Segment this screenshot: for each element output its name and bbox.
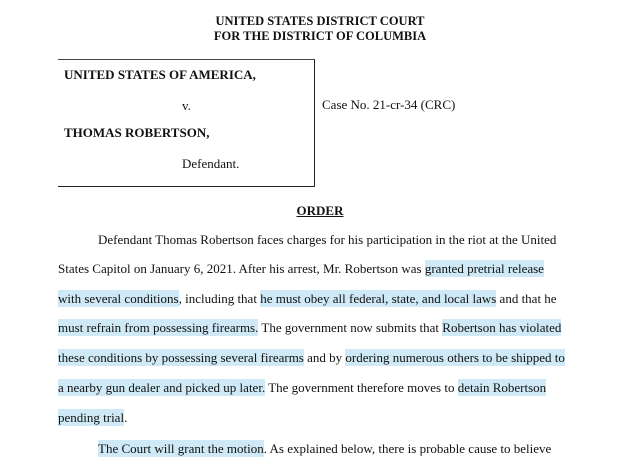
- case-caption-box: [58, 59, 315, 187]
- text-segment: States Capitol on January 6, 2021. After his arrest, Mr. Robertson was: [58, 261, 425, 276]
- plaintiff-name: UNITED STATES OF AMERICA,: [64, 67, 256, 82]
- highlighted-text: ordering numerous others to be shipped to: [345, 350, 565, 365]
- court-name: UNITED STATES DISTRICT COURT: [215, 14, 425, 28]
- body-line-1: [98, 232, 556, 248]
- highlighted-text: detain Robertson: [457, 380, 547, 395]
- order-title: ORDER: [296, 203, 344, 218]
- highlighted-text: The Court will grant the motion: [98, 441, 264, 456]
- text-segment: . As explained below, there is probable cause to believe: [263, 441, 552, 456]
- highlighted-text: these conditions by possessing several firearms: [58, 350, 304, 365]
- defendant-role: Defendant.: [182, 156, 240, 171]
- highlighted-text: a nearby gun dealer and picked up later.: [58, 380, 266, 395]
- body-line-3: [58, 291, 557, 307]
- versus-label: v.: [182, 98, 191, 113]
- body-line-5: [58, 350, 565, 366]
- body-line-4: [58, 320, 561, 336]
- highlighted-text: must refrain from possessing firearms.: [58, 320, 259, 335]
- highlighted-text: pending trial: [58, 410, 125, 425]
- case-number: Case No. 21-cr-34 (CRC): [322, 97, 456, 112]
- text-segment: and that he: [496, 291, 557, 306]
- defendant-name: THOMAS ROBERTSON,: [64, 125, 210, 140]
- body-line-7: [58, 410, 127, 426]
- text-segment: and by: [303, 350, 346, 365]
- text-segment: .: [124, 410, 128, 425]
- body-line-8: [98, 441, 551, 457]
- text-segment: The government therefore moves to: [265, 380, 458, 395]
- court-district: FOR THE DISTRICT OF COLUMBIA: [213, 29, 427, 43]
- text-segment: , including that: [178, 291, 261, 306]
- highlighted-text: he must obey all federal, state, and local laws: [260, 291, 497, 306]
- body-line-2: [58, 261, 544, 277]
- highlighted-text: granted pretrial release: [424, 261, 544, 276]
- body-line-6: [58, 380, 546, 396]
- text-segment: The government now submits that: [258, 320, 443, 335]
- court-heading: [0, 14, 640, 44]
- highlighted-text: Robertson has violated: [442, 320, 562, 335]
- highlighted-text: with several conditions: [58, 291, 179, 306]
- text-segment: Defendant Thomas Robertson faces charges for his participation in the riot at the United: [98, 232, 557, 247]
